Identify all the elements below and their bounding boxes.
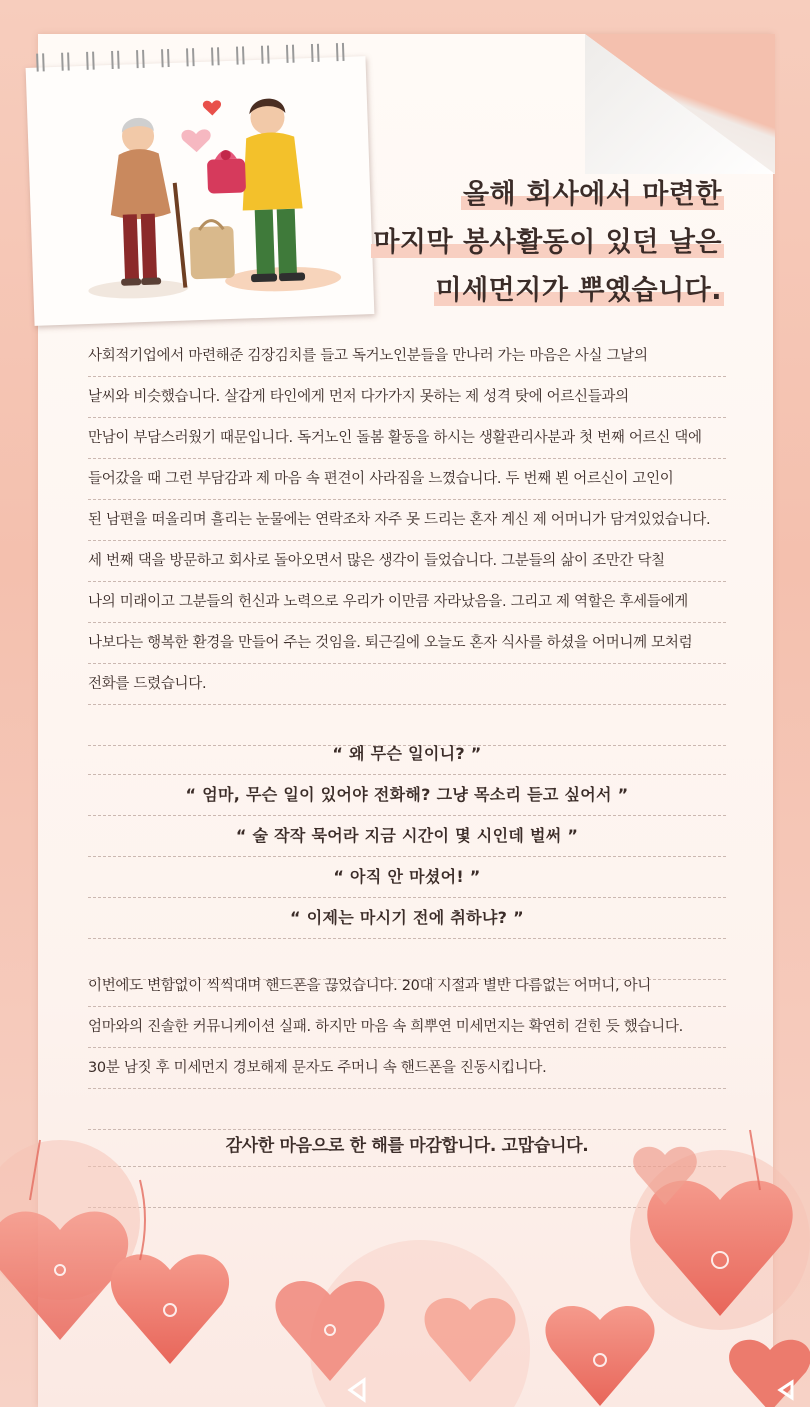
- closing-message: 감사한 마음으로 한 해를 마감합니다. 고맙습니다.: [88, 1126, 726, 1167]
- text-line: 들어갔을 때 그런 부담감과 제 마음 속 편견이 사라짐을 느꼈습니다. 두 번째 뵌 어르신이 고인이: [88, 459, 726, 500]
- headline-line-2: 마지막 봉사활동이 있던 날은: [373, 227, 722, 258]
- text-line: 만남이 부담스러웠기 때문입니다. 독거노인 돌봄 활동을 하시는 생활관리사분과 첫 번째 어르신 댁에: [88, 418, 726, 459]
- text-line: 세 번째 댁을 방문하고 회사로 돌아오면서 많은 생각이 들었습니다. 그분들의 삶이 조만간 닥칠: [88, 541, 726, 582]
- text-line: 나의 미래이고 그분들의 헌신과 노력으로 우리가 이만큼 자라났음을. 그리고 제 역할은 후세들에게: [88, 582, 726, 623]
- heart-icon: [111, 1254, 229, 1364]
- text-line: 이번에도 변함없이 씩씩대며 핸드폰을 끊었습니다. 20대 시절과 별반 다름없는 어머니, 아니: [88, 966, 726, 1007]
- dialogue-block: [88, 734, 726, 980]
- heart-icon: [0, 1211, 128, 1340]
- bag-icon: [189, 226, 235, 280]
- cane-icon: [175, 183, 186, 288]
- dialogue-line: “ 아직 안 마셨어! ”: [88, 857, 726, 898]
- heart-icon: [729, 1340, 810, 1407]
- headline-line-1: 올해 회사에서 마련한: [462, 179, 722, 210]
- text-line: 전화를 드렸습니다.: [88, 664, 726, 705]
- text-line: 30분 남짓 후 미세먼지 경보해제 문자도 주머니 속 핸드폰을 진동시킵니다.: [88, 1048, 726, 1089]
- text-line: 엄마와의 진솔한 커뮤니케이션 실패. 하지만 마음 속 희뿌연 미세먼지는 확연히 걷힌 듯 했습니다.: [88, 1007, 726, 1048]
- story-paragraph-1: [88, 336, 726, 746]
- dialogue-line: “ 이제는 마시기 전에 취하냐? ”: [88, 898, 726, 939]
- dialogue-line: “ 술 작작 묵어라 지금 시간이 몇 시인데 벌써 ”: [88, 816, 726, 857]
- headline: [371, 178, 724, 322]
- heart-icon: [545, 1306, 654, 1406]
- text-line: 나보다는 행복한 환경을 만들어 주는 것임을. 퇴근길에 오늘도 혼자 식사를 하셨을 어머니께 모처럼: [88, 623, 726, 664]
- text-line: 사회적기업에서 마련해준 김장김치를 들고 독거노인분들을 만나러 가는 마음은 사실 그날의: [88, 336, 726, 377]
- heart-icon: [181, 129, 211, 152]
- story-paragraph-2: [88, 966, 726, 1130]
- dialogue-line: “ 왜 무슨 일이니? ”: [88, 734, 726, 775]
- headline-line-3: 미세먼지가 뿌옜습니다.: [435, 275, 722, 306]
- elderly-gift-illustration: [36, 66, 364, 317]
- gift-icon: [207, 149, 246, 193]
- dialogue-line: “ 엄마, 무슨 일이 있어야 전화해? 그냥 목소리 듣고 싶어서 ”: [88, 775, 726, 816]
- text-line: 된 남편을 떠올리며 흘리는 눈물에는 연락조차 자주 못 드리는 혼자 계신 제 어머니가 담겨있었습니다.: [88, 500, 726, 541]
- text-line: 날씨와 비슷했습니다. 살갑게 타인에게 먼저 다가가지 못하는 제 성격 탓에 어르신들과의: [88, 377, 726, 418]
- hearts-decoration: [0, 1120, 810, 1407]
- illustration-card: [26, 56, 375, 326]
- heart-icon: [203, 100, 222, 116]
